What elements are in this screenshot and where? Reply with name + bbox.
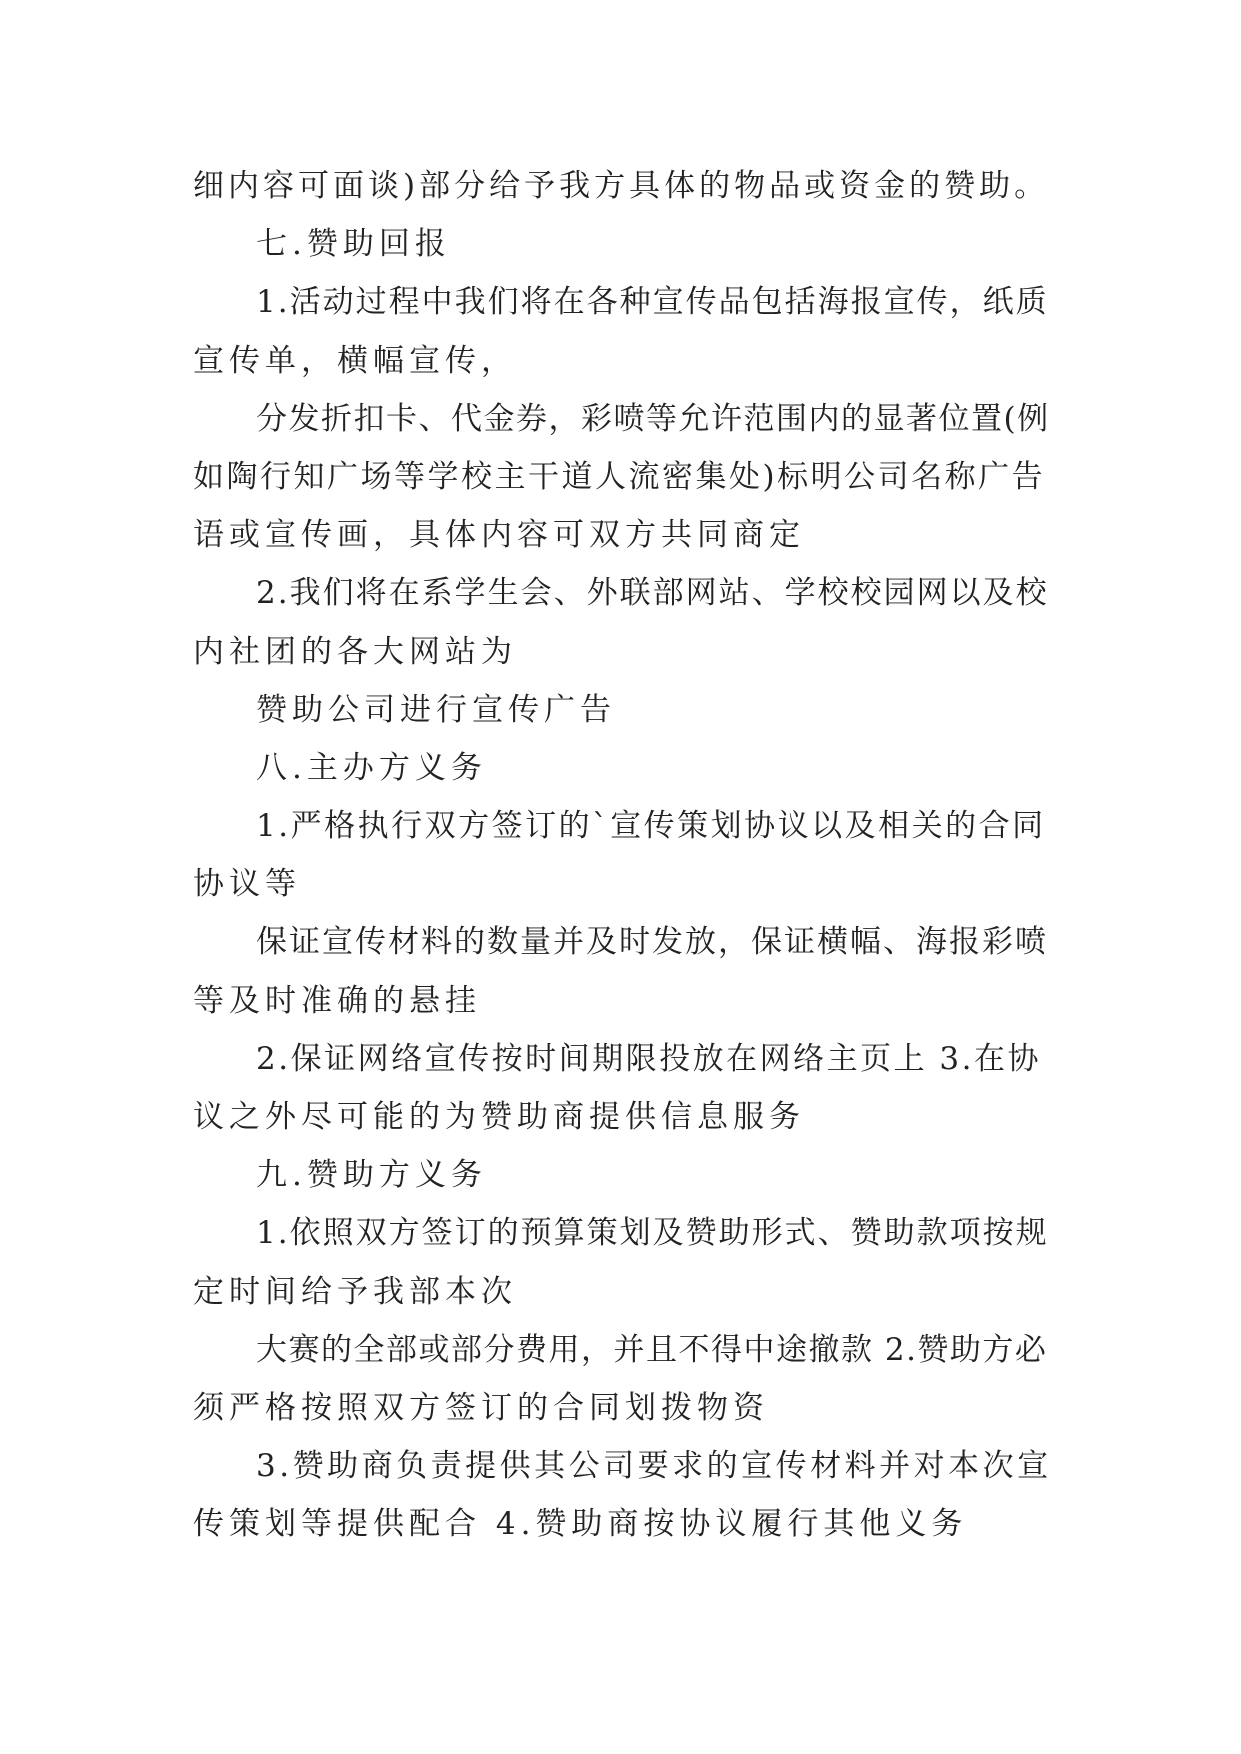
text-line-10: 赞助公司进行宣传广告	[256, 691, 616, 728]
text-line-9: 内社团的各大网站为	[193, 633, 517, 670]
text-line-24: 传策划等提供配合 4.赞助商按协议履行其他义务	[193, 1506, 968, 1543]
text-line-20: 定时间给予我部本次	[193, 1273, 517, 1310]
text-line-15: 等及时准确的悬挂	[193, 982, 481, 1019]
text-line-6: 如陶行知广场等学校主干道人流密集处)标明公司名称广告	[193, 458, 1046, 495]
text-line-12: 1.严格执行双方签订的`宣传策划协议以及相关的合同	[256, 808, 1046, 845]
text-line-7: 语或宣传画，具体内容可双方共同商定	[193, 517, 805, 554]
text-line-8: 2.我们将在系学生会、外联部网站、学校校园网以及校	[256, 575, 1049, 612]
text-line-16: 2.保证网络宣传按时间期限投放在网络主页上 3.在协	[256, 1040, 1042, 1077]
text-line-4: 宣传单，横幅宣传，	[193, 342, 517, 379]
text-line-23: 3.赞助商负责提供其公司要求的宣传材料并对本次宣	[256, 1448, 1052, 1485]
text-line-17: 议之外尽可能的为赞助商提供信息服务	[193, 1099, 805, 1135]
text-line-13: 协议等	[193, 866, 301, 903]
text-line-19: 1.依照双方签订的预算策划及赞助形式、赞助款项按规	[256, 1215, 1049, 1252]
section-heading-nine: 九.赞助方义务	[256, 1157, 487, 1194]
text-line-5: 分发折扣卡、代金券，彩喷等允许范围内的显著位置(例	[256, 400, 1050, 437]
text-line-1: 细内容可面谈)部分给予我方具体的物品或资金的赞助。	[193, 168, 1050, 204]
document-body	[193, 157, 1053, 1554]
text-line-14: 保证宣传材料的数量并及时发放，保证横幅、海报彩喷	[256, 924, 1048, 961]
text-line-3: 1.活动过程中我们将在各种宣传品包括海报宣传，纸质	[256, 284, 1049, 321]
section-heading-seven: 七.赞助回报	[256, 226, 451, 263]
text-line-22: 须严格按照双方签订的合同划拨物资	[193, 1389, 769, 1426]
text-line-21: 大赛的全部或部分费用，并且不得中途撤款 2.赞助方必	[256, 1331, 1048, 1368]
section-heading-eight: 八.主办方义务	[256, 749, 487, 786]
